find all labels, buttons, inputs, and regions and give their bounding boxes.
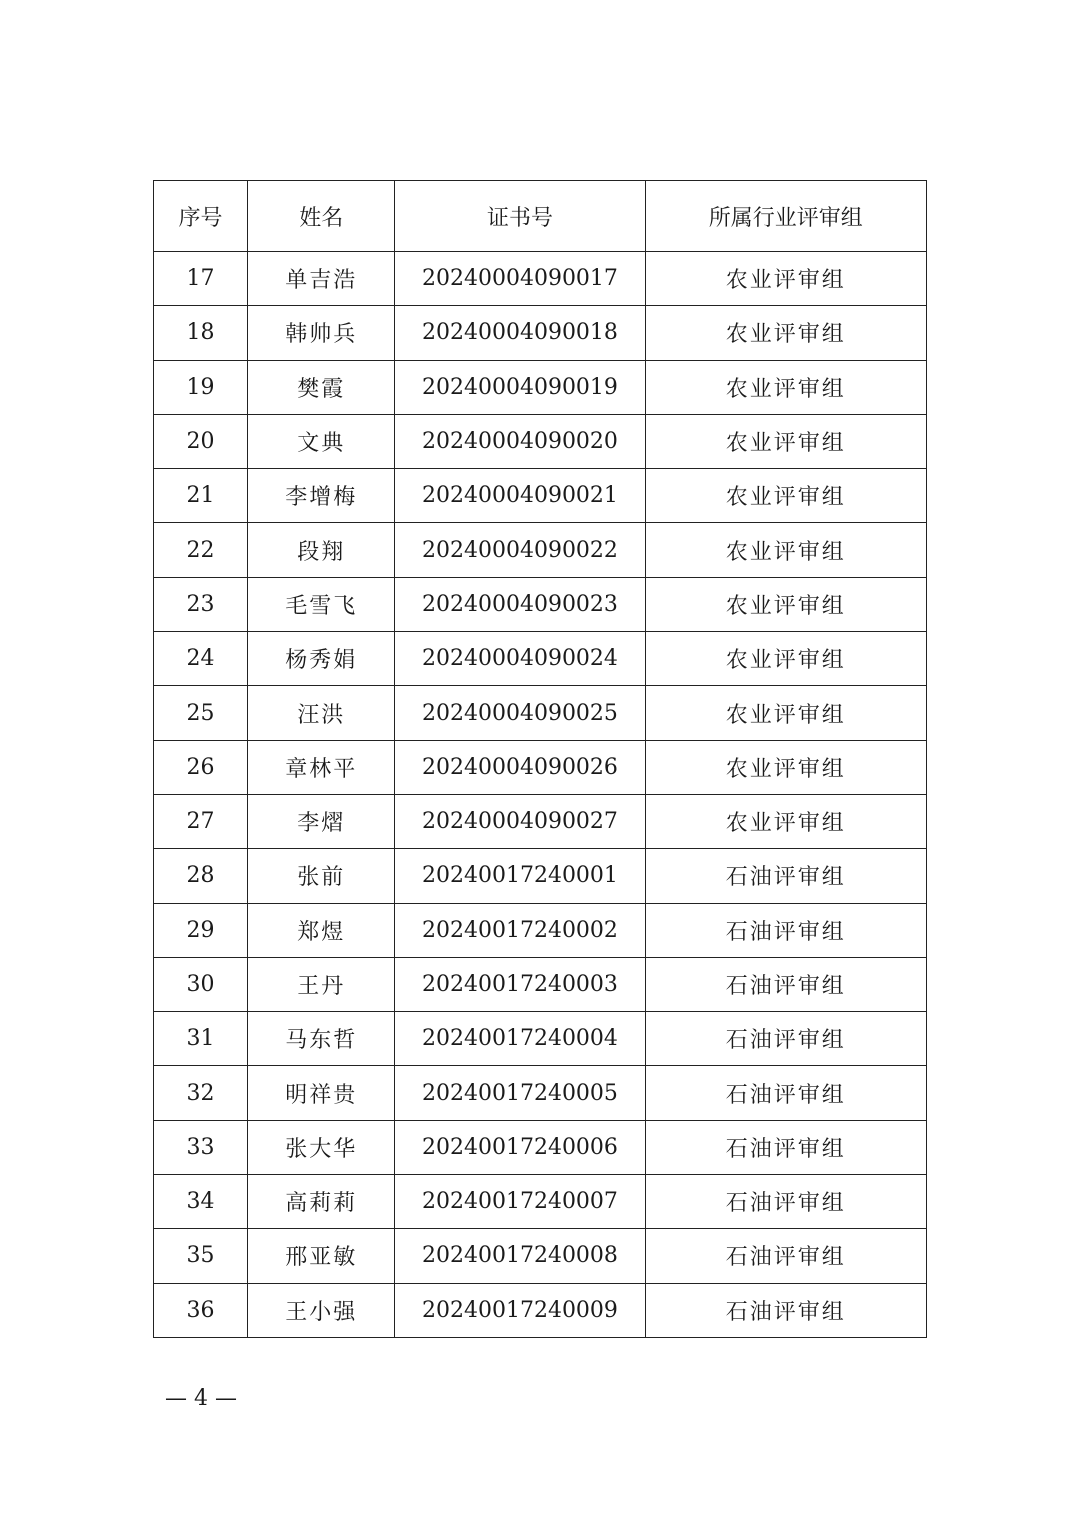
cell-group: 石油评审组 [645, 1120, 926, 1174]
table-row [154, 469, 927, 523]
cell-seq: 32 [154, 1066, 248, 1120]
table-row [154, 414, 927, 468]
table-header-row [154, 181, 927, 252]
cell-cert: 20240017240008 [395, 1229, 645, 1283]
cell-seq: 26 [154, 740, 248, 794]
cell-cert: 20240004090022 [395, 523, 645, 577]
cell-cert: 20240017240004 [395, 1012, 645, 1066]
header-name: 姓名 [248, 181, 395, 252]
table-row [154, 252, 927, 306]
table-row [154, 1120, 927, 1174]
table-row [154, 1066, 927, 1120]
header-cert: 证书号 [395, 181, 645, 252]
cell-name: 韩帅兵 [248, 306, 395, 360]
cell-name: 王小强 [248, 1283, 395, 1337]
table-row [154, 903, 927, 957]
cell-cert: 20240004090020 [395, 414, 645, 468]
cell-cert: 20240004090023 [395, 577, 645, 631]
table-row [154, 632, 927, 686]
cell-group: 农业评审组 [645, 740, 926, 794]
cell-name: 李熠 [248, 794, 395, 848]
cell-cert: 20240017240005 [395, 1066, 645, 1120]
cell-seq: 29 [154, 903, 248, 957]
cell-group: 农业评审组 [645, 252, 926, 306]
cell-seq: 31 [154, 1012, 248, 1066]
cell-seq: 18 [154, 306, 248, 360]
table-row [154, 523, 927, 577]
cell-seq: 36 [154, 1283, 248, 1337]
cell-cert: 20240004090017 [395, 252, 645, 306]
table-row [154, 1229, 927, 1283]
cell-name: 高莉莉 [248, 1175, 395, 1229]
cell-name: 樊霞 [248, 360, 395, 414]
table-row [154, 577, 927, 631]
cell-cert: 20240004090025 [395, 686, 645, 740]
table-row [154, 306, 927, 360]
cell-seq: 20 [154, 414, 248, 468]
cell-seq: 23 [154, 577, 248, 631]
cell-seq: 21 [154, 469, 248, 523]
cell-name: 张前 [248, 849, 395, 903]
cell-name: 单吉浩 [248, 252, 395, 306]
cell-group: 农业评审组 [645, 414, 926, 468]
cell-name: 郑煜 [248, 903, 395, 957]
cell-name: 毛雪飞 [248, 577, 395, 631]
cell-group: 石油评审组 [645, 1229, 926, 1283]
cell-seq: 22 [154, 523, 248, 577]
cell-cert: 20240017240003 [395, 957, 645, 1011]
cell-group: 农业评审组 [645, 523, 926, 577]
cell-seq: 35 [154, 1229, 248, 1283]
cell-name: 段翔 [248, 523, 395, 577]
cell-seq: 17 [154, 252, 248, 306]
cell-cert: 20240004090021 [395, 469, 645, 523]
cell-seq: 28 [154, 849, 248, 903]
cell-group: 农业评审组 [645, 794, 926, 848]
cell-name: 明祥贵 [248, 1066, 395, 1120]
table-row [154, 1175, 927, 1229]
cell-seq: 33 [154, 1120, 248, 1174]
cell-seq: 34 [154, 1175, 248, 1229]
cell-group: 石油评审组 [645, 849, 926, 903]
cell-group: 农业评审组 [645, 686, 926, 740]
header-group: 所属行业评审组 [645, 181, 926, 252]
reviewer-table [153, 180, 927, 1338]
cell-group: 农业评审组 [645, 360, 926, 414]
cell-name: 邢亚敏 [248, 1229, 395, 1283]
cell-seq: 25 [154, 686, 248, 740]
table-row [154, 360, 927, 414]
cell-cert: 20240017240007 [395, 1175, 645, 1229]
cell-cert: 20240004090024 [395, 632, 645, 686]
table-row [154, 740, 927, 794]
header-seq: 序号 [154, 181, 248, 252]
cell-seq: 19 [154, 360, 248, 414]
cell-group: 农业评审组 [645, 306, 926, 360]
table-row [154, 957, 927, 1011]
cell-name: 李增梅 [248, 469, 395, 523]
cell-cert: 20240017240006 [395, 1120, 645, 1174]
cell-name: 章林平 [248, 740, 395, 794]
cell-cert: 20240017240002 [395, 903, 645, 957]
cell-cert: 20240017240009 [395, 1283, 645, 1337]
cell-group: 石油评审组 [645, 1283, 926, 1337]
cell-name: 马东哲 [248, 1012, 395, 1066]
cell-group: 石油评审组 [645, 957, 926, 1011]
cell-name: 文典 [248, 414, 395, 468]
table-row [154, 794, 927, 848]
page-number: — 4 — [165, 1386, 237, 1411]
cell-group: 石油评审组 [645, 1066, 926, 1120]
cell-group: 石油评审组 [645, 1012, 926, 1066]
cell-cert: 20240004090018 [395, 306, 645, 360]
cell-group: 农业评审组 [645, 469, 926, 523]
cell-group: 农业评审组 [645, 632, 926, 686]
cell-cert: 20240004090027 [395, 794, 645, 848]
cell-group: 农业评审组 [645, 577, 926, 631]
table-row [154, 849, 927, 903]
table-row [154, 686, 927, 740]
cell-cert: 20240004090026 [395, 740, 645, 794]
cell-name: 杨秀娟 [248, 632, 395, 686]
cell-cert: 20240004090019 [395, 360, 645, 414]
cell-seq: 30 [154, 957, 248, 1011]
cell-cert: 20240017240001 [395, 849, 645, 903]
cell-name: 汪洪 [248, 686, 395, 740]
cell-seq: 27 [154, 794, 248, 848]
table-row [154, 1012, 927, 1066]
cell-name: 王丹 [248, 957, 395, 1011]
table-row [154, 1283, 927, 1337]
cell-group: 石油评审组 [645, 903, 926, 957]
cell-seq: 24 [154, 632, 248, 686]
cell-name: 张大华 [248, 1120, 395, 1174]
cell-group: 石油评审组 [645, 1175, 926, 1229]
table-body [154, 252, 927, 1338]
